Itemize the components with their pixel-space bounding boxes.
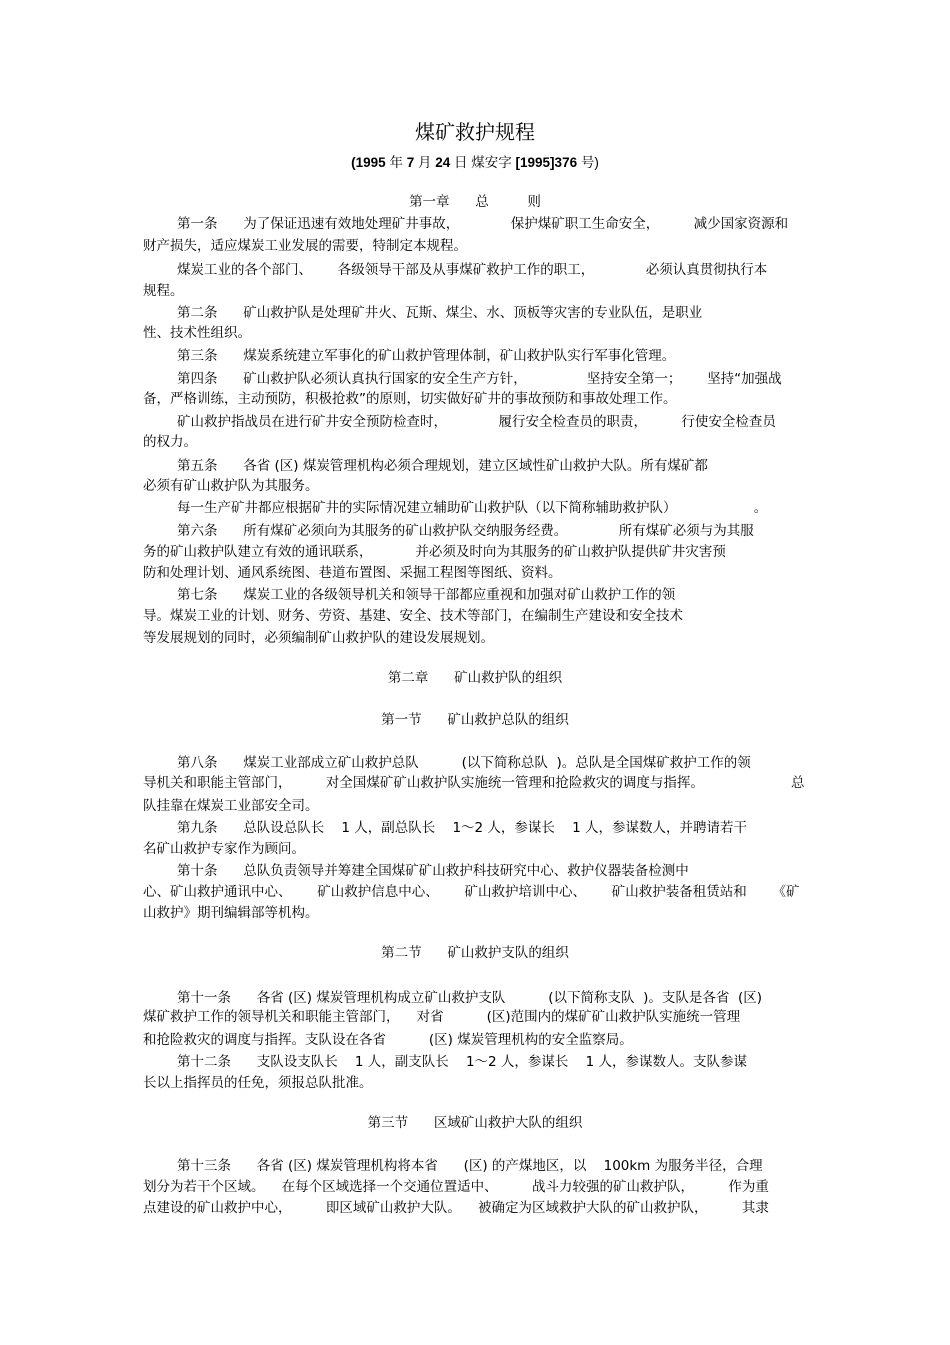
paragraph-line: 每一生产矿井都应根据矿井的实际情况建立辅助矿山救护队（以下简称辅助救护队） 。 xyxy=(177,500,768,516)
paragraph-line: 务的矿山救护队建立有效的通讯联系， 并必须及时向为其服务的矿山救护队提供矿井灾害预 xyxy=(143,544,726,560)
paragraph-line: 第一条 为了保证迅速有效地处理矿井事故， 保护煤矿职工生命安全， 减少国家资源和 xyxy=(177,216,789,232)
paragraph-line: 性、技术性组织。 xyxy=(143,325,251,341)
subtitle-text: 年 xyxy=(385,155,407,170)
paragraph-line: 第二条 矿山救护队是处理矿井火、瓦斯、煤尘、水、顶板等灾害的专业队伍，是职业 xyxy=(177,305,703,321)
paragraph-line: 队挂靠在煤炭工业部安全司。 xyxy=(143,798,319,814)
paragraph-line: 第十二条 支队设支队长 1 人，副支队长 1～2 人，参谋长 1 人，参谋数人。支队参谋 xyxy=(177,1054,747,1070)
paragraph-line: 规程。 xyxy=(143,283,184,299)
paragraph-line: 第六条 所有煤矿必须向为其服务的矿山救护队交纳服务经费。 所有煤矿必须与为其服 xyxy=(177,523,754,539)
paragraph-line: 第八条 煤炭工业部成立矿山救护总队 (以下简称总队 )。总队是全国煤矿救护工作的领 xyxy=(177,755,751,771)
paragraph-line: 第十一条 各省 (区) 煤炭管理机构成立矿山救护支队 (以下简称支队 )。支队是各省 (区) xyxy=(177,990,763,1006)
document-subtitle xyxy=(0,153,950,173)
paragraph-line: 财产损失，适应煤炭工业发展的需要，特制定本规程。 xyxy=(143,238,467,254)
chapter-heading: 第二章 矿山救护队的组织 xyxy=(387,670,563,686)
document-title: 煤矿救护规程 xyxy=(415,120,535,144)
paragraph-line: 煤炭工业的各个部门、 各级领导干部及从事煤矿救护工作的职工， 必须认真贯彻执行本 xyxy=(177,262,768,278)
paragraph-line: 第九条 总队设总队长 1 人，副总队长 1～2 人，参谋长 1 人，参谋数人，并聘请若干 xyxy=(177,820,747,836)
paragraph-line: 第七条 煤炭工业的各级领导机关和领导干部都应重视和加强对矿山救护工作的领 xyxy=(177,587,676,603)
section-heading: 第三节 区域矿山救护大队的组织 xyxy=(367,1115,583,1131)
paragraph-line: 防和处理计划、通风系统图、巷道布置图、采掘工程图等图纸、资料。 xyxy=(143,565,562,581)
paragraph-line: 心、矿山救护通讯中心、 矿山救护信息中心、 矿山救护培训中心、 矿山救护装备租赁站和 《矿 xyxy=(143,884,800,900)
paragraph-line: 导。煤炭工业的计划、财务、劳资、基建、安全、技术等部门，在编制生产建设和安全技术 xyxy=(143,608,683,624)
paragraph-line: 备，严格训练，主动预防，积极抢救”的原则，切实做好矿井的事故预防和事故处理工作。 xyxy=(143,391,677,407)
subtitle-doc-code: [1995]376 xyxy=(515,155,578,170)
section-heading: 第二节 矿山救护支队的组织 xyxy=(381,945,569,961)
section-heading: 第一节 矿山救护总队的组织 xyxy=(381,712,569,728)
paragraph-line: 第三条 煤炭系统建立军事化的矿山救护管理体制，矿山救护队实行军事化管理。 xyxy=(177,348,676,364)
paragraph-line: 矿山救护指战员在进行矿井安全预防检查时， 履行安全检查员的职责， 行使安全检查员 xyxy=(177,414,776,430)
paragraph-line: 必须有矿山救护队为其服务。 xyxy=(143,478,319,494)
paragraph-line: 第十三条 各省 (区) 煤炭管理机构将本省 (区) 的产煤地区，以 100km 为服务半径，合理 xyxy=(177,1158,763,1174)
paragraph-line: 名矿山救护专家作为顾问。 xyxy=(143,841,305,857)
paragraph-line: 长以上指挥员的任免，须报总队批准。 xyxy=(143,1075,373,1091)
paragraph-line: 的权力。 xyxy=(143,434,197,450)
paragraph-line: 煤矿救护工作的领导机关和职能主管部门， 对省 (区)范围内的煤矿矿山救护队实施统一管理 xyxy=(143,1009,741,1025)
subtitle-text: 号) xyxy=(577,155,599,170)
chapter-heading: 第一章 总 则 xyxy=(409,194,541,210)
paragraph-line: 导机关和职能主管部门， 对全国煤矿矿山救护队实施统一管理和抢险救灾的调度与指挥。 xyxy=(143,775,704,791)
paragraph-line: 山救护》期刊编辑部等机构。 xyxy=(143,905,319,921)
paragraph-line: 等发展规划的同时，必须编制矿山救护队的建设发展规划。 xyxy=(143,630,494,646)
subtitle-text: 月 xyxy=(414,155,436,170)
paragraph-line: 第四条 矿山救护队必须认真执行国家的安全生产方针， 坚持安全第一； 坚持“加强战 xyxy=(177,371,782,387)
subtitle-day: 24 xyxy=(435,155,451,170)
paragraph-line: 和抢险救灾的调度与指挥。支队设在各省 (区) 煤炭管理机构的安全监察局。 xyxy=(143,1032,633,1048)
paragraph-line: 第十条 总队负责领导并筹建全国煤矿矿山救护科技研究中心、救护仪器装备检测中 xyxy=(177,863,689,879)
paragraph-line: 划分为若干个区域。 在每个区域选择一个交通位置适中、 战斗力较强的矿山救护队， 作为重 xyxy=(143,1179,769,1195)
paragraph-line: 点建设的矿山救护中心， 即区域矿山救护大队。 被确定为区域救护大队的矿山救护队， 其隶 xyxy=(143,1200,769,1216)
subtitle-text: 日 煤安字 xyxy=(450,155,516,170)
subtitle-month: 7 xyxy=(406,155,415,170)
paragraph-line: 第五条 各省 (区) 煤炭管理机构必须合理规划，建立区域性矿山救护大队。所有煤矿都 xyxy=(177,458,708,474)
paragraph-line: 总 xyxy=(791,775,805,791)
subtitle-year: (1995 xyxy=(351,155,386,170)
